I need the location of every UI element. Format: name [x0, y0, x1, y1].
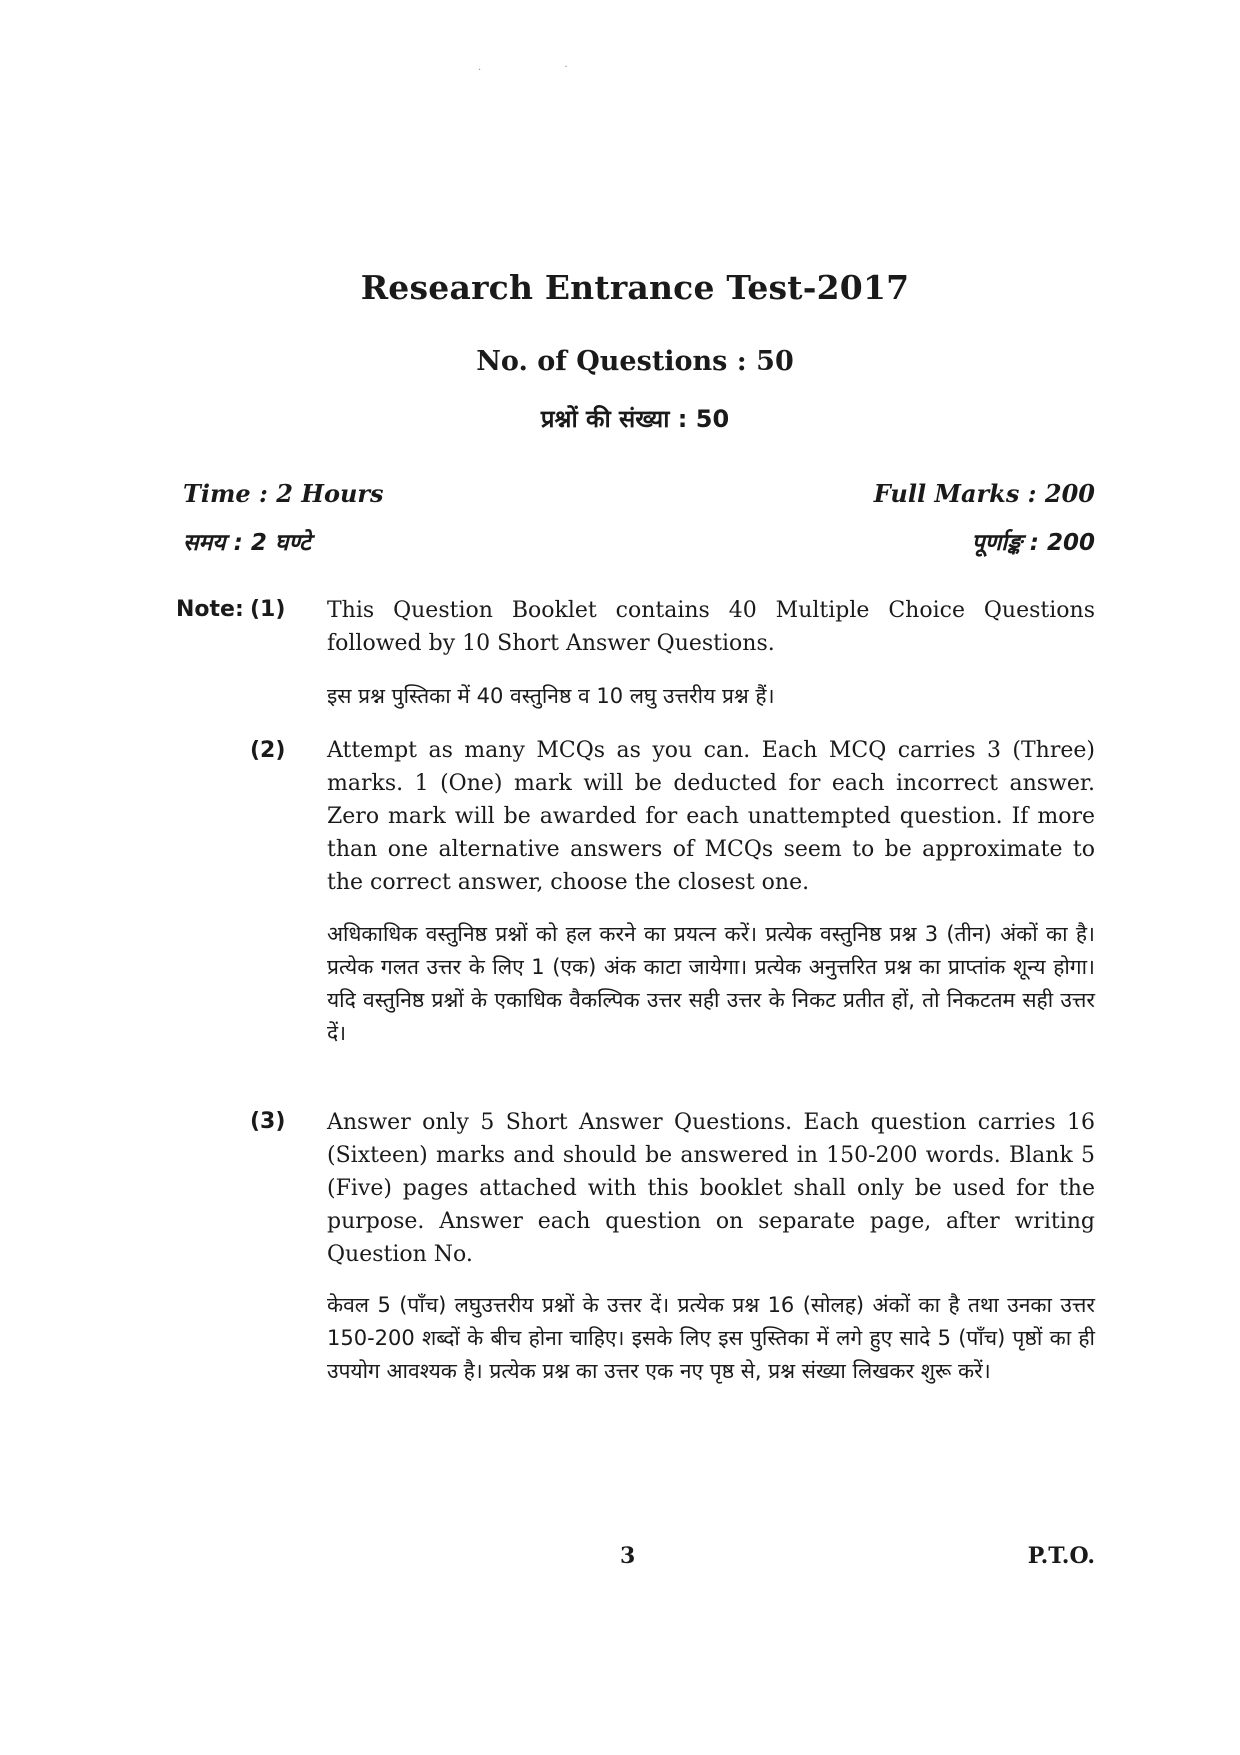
note-number: (1)	[250, 597, 286, 622]
note-1-hindi: इस प्रश्न पुस्तिका में 40 वस्तुनिष्ठ व 10 लघु उत्तरीय प्रश्न हैं।	[327, 684, 775, 708]
time-english: Time : 2 Hours	[183, 479, 384, 508]
note-1-english: This Question Booklet contains 40 Multiple Choice Questions followed by 10 Short Answer Questions.	[327, 598, 1095, 656]
note-3-english: Answer only 5 Short Answer Questions. Each question carries 16 (Sixteen) marks and should be answered in 150-200 words. Blank 5 (Five) pages attached with this booklet shall only be used for the purpose. Answer each question on separate page, after writing Question No.	[327, 1110, 1095, 1267]
full-marks-english: Full Marks : 200	[873, 479, 1095, 508]
note-number: (3)	[250, 1109, 286, 1134]
page-number: 3	[620, 1543, 636, 1569]
note-number: (2)	[250, 738, 286, 763]
note-label: Note:	[176, 597, 244, 622]
pto-label: P.T.O.	[1027, 1543, 1095, 1569]
question-count-hindi: प्रश्नों की संख्या : 50	[540, 405, 730, 433]
page-title: Research Entrance Test-2017	[360, 268, 910, 307]
note-2-english: Attempt as many MCQs as you can. Each MCQ carries 3 (Three) marks. 1 (One) mark will be deducted for each incorrect answer. Zero mark will be awarded for each unattempted question. If more than one alternative answers of MCQs seem to be approximate to the correct answer, choose the closest one.	[327, 738, 1095, 895]
time-hindi: समय : 2 घण्टे	[183, 530, 311, 556]
note-3-hindi: केवल 5 (पाँच) लघुउत्तरीय प्रश्नों के उत्तर दें। प्रत्येक प्रश्न 16 (सोलह) अंकों का है तथा उनका उत्तर 150-200 शब्दों के बीच होना चाहिए। इसके लिए इस पुस्तिका में लगे हुए सादे 5 (पाँच) पृष्ठों का ही उपयोग आवश्यक है। प्रत्येक प्रश्न का उत्तर एक नए पृष्ठ से, प्रश्न संख्या लिखकर शुरू करें।	[327, 1293, 1095, 1383]
question-count-english: No. of Questions : 50	[476, 346, 794, 377]
note-2-hindi: अधिकाधिक वस्तुनिष्ठ प्रश्नों को हल करने का प्रयत्न करें। प्रत्येक वस्तुनिष्ठ प्रश्न 3 (तीन) अंकों का है। प्रत्येक गलत उत्तर के लिए 1 (एक) अंक काटा जायेगा। प्रत्येक अनुत्तरित प्रश्न का प्राप्तांक शून्य होगा। यदि वस्तुनिष्ठ प्रश्नों के एकाधिक वैकल्पिक उत्तर सही उत्तर के निकट प्रतीत हों, तो निकटतम सही उत्तर दें।	[327, 922, 1095, 1045]
scan-artifact: . ·	[478, 62, 608, 73]
full-marks-hindi: पूर्णाङ्क : 200	[971, 530, 1095, 556]
